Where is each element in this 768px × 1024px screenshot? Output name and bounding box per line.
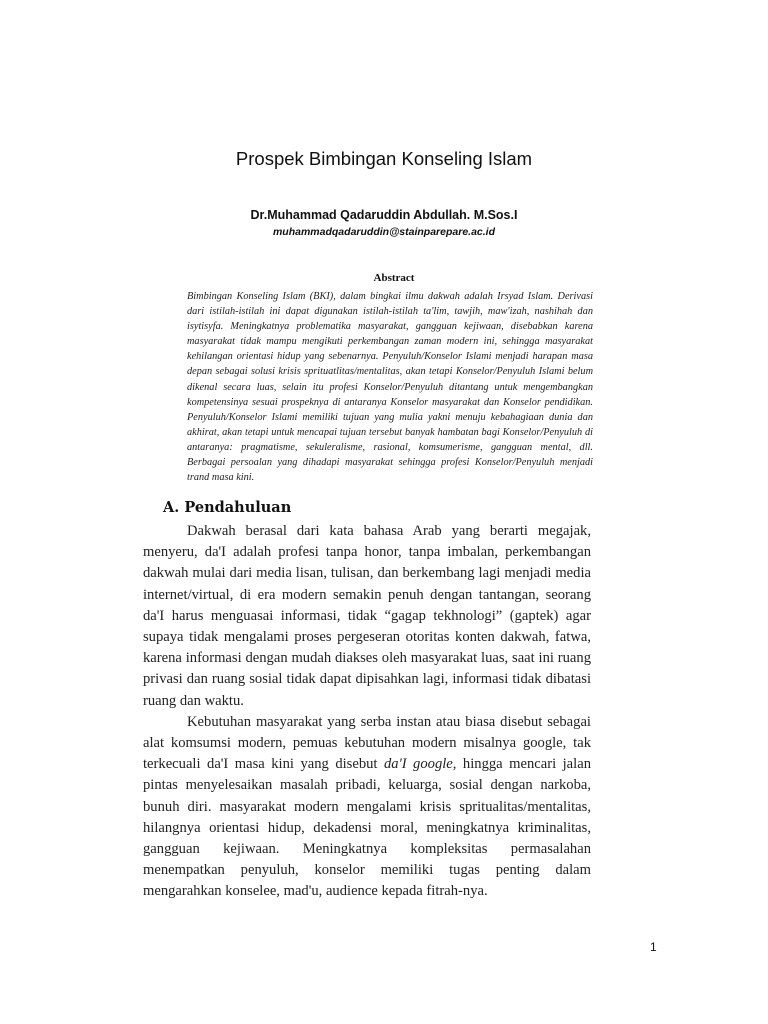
- paper-title: Prospek Bimbingan Konseling Islam: [235, 148, 533, 169]
- paragraph-2-start: Kebutuhan masyarakat yang serba instan atau biasa disebut sebagai alat komsumsi modern, pemuas kebutuhan modern misalnya google, tak terkecuali da'I masa kini yang disebut: [143, 713, 591, 773]
- abstract-text: Bimbingan Konseling Islam (BKI), dalam bingkai ilmu dakwah adalah Irsyad Islam. Derivasi dari istilah-istilah ini dapat digunakan istilah-istilah ta'lim, tawjih, maw'izah, nashihah dan isytisyfa. Meningkatnya problematika masyarakat, gangguan kejiwaan, disebabkan karena masyarakat tidak mampu mengikuti perkembangan zaman modern ini, sehingga masyarakat kehilangan orientasi hidup yang sebenarnya. Penyuluh/Konselor Islami menjadi harapan masa depan sebagai solusi krisis sprituatlitas/mentalitas, akan tetapi Konselor/Penyuluh Islami belum dikenal secara luas, selain itu profesi Konselor/Penyuluh ditantang untuk mengembangkan kompetensinya sesuai prospeknya di antaranya Konselor masyarakat dan Konselor pendidikan. Penyuluh/Konselor Islami memiliki tujuan yang mulia yakni menuju kebahagiaan dunia dan akhirat, akan tetapi untuk mencapai tujuan tersebut banyak hambatan bagi Konselor/Penyuluh di antaranya: pragmatisme, sekuleralisme, rasional, komsumerisme, gangguan mental, dll. Berbagai persoalan yang dihadapi masyarakat sehingga profesi Konselor/Penyuluh menjadi trand masa kini.: [187, 291, 593, 484]
- section-heading: A. Pendahuluan: [163, 499, 292, 516]
- author-email: muhammadqadaruddin@stainparepare.ac.id: [272, 226, 496, 238]
- page-number: 1: [650, 940, 657, 954]
- paragraph-2-end: , hingga mencari jalan pintas menyelesaikan masalah pribadi, keluarga, sosial dengan narkoba, bunuh diri. masyarakat modern mengalami krisis spritualitas/mentalitas, hilangnya orientasi hidup, dekadensi moral, meningkatnya kriminalitas, gangguan kejiwaan. Meningkatnya kompleksitas permasalahan menempatkan penyuluh, konselor memiliki tugas penting dalam mengarahkan konselee, mad'u, audience kepada fitrah-nya.: [143, 756, 591, 900]
- abstract-heading: Abstract: [373, 272, 415, 284]
- paragraph-1: Dakwah berasal dari kata bahasa Arab yang berarti megajak, menyeru, da'I adalah profesi tanpa honor, tanpa imbalan, perkembangan dakwah mulai dari media lisan, tulisan, dan berkembang lagi menjadi media internet/virtual, di era modern semakin penuh dengan tantangan, seorang da'I harus menguasai informasi, tidak “gagap tekhnologi” (gaptek) agar supaya tidak mengalami proses pergeseran otoritas konten dakwah, fatwa, karena informasi dengan mudah diakses oleh masyarakat luas, saat ini ruang privasi dan ruang sosial tidak dapat dipisahkan lagi, informasi tidak dibatasi ruang dan waktu.: [143, 523, 591, 709]
- body-text: [143, 521, 591, 903]
- paragraph-2-italic-term: da'I google: [383, 756, 453, 773]
- author-name: Dr.Muhammad Qadaruddin Abdullah. M.Sos.I: [250, 208, 518, 222]
- paragraph-2: [143, 712, 591, 903]
